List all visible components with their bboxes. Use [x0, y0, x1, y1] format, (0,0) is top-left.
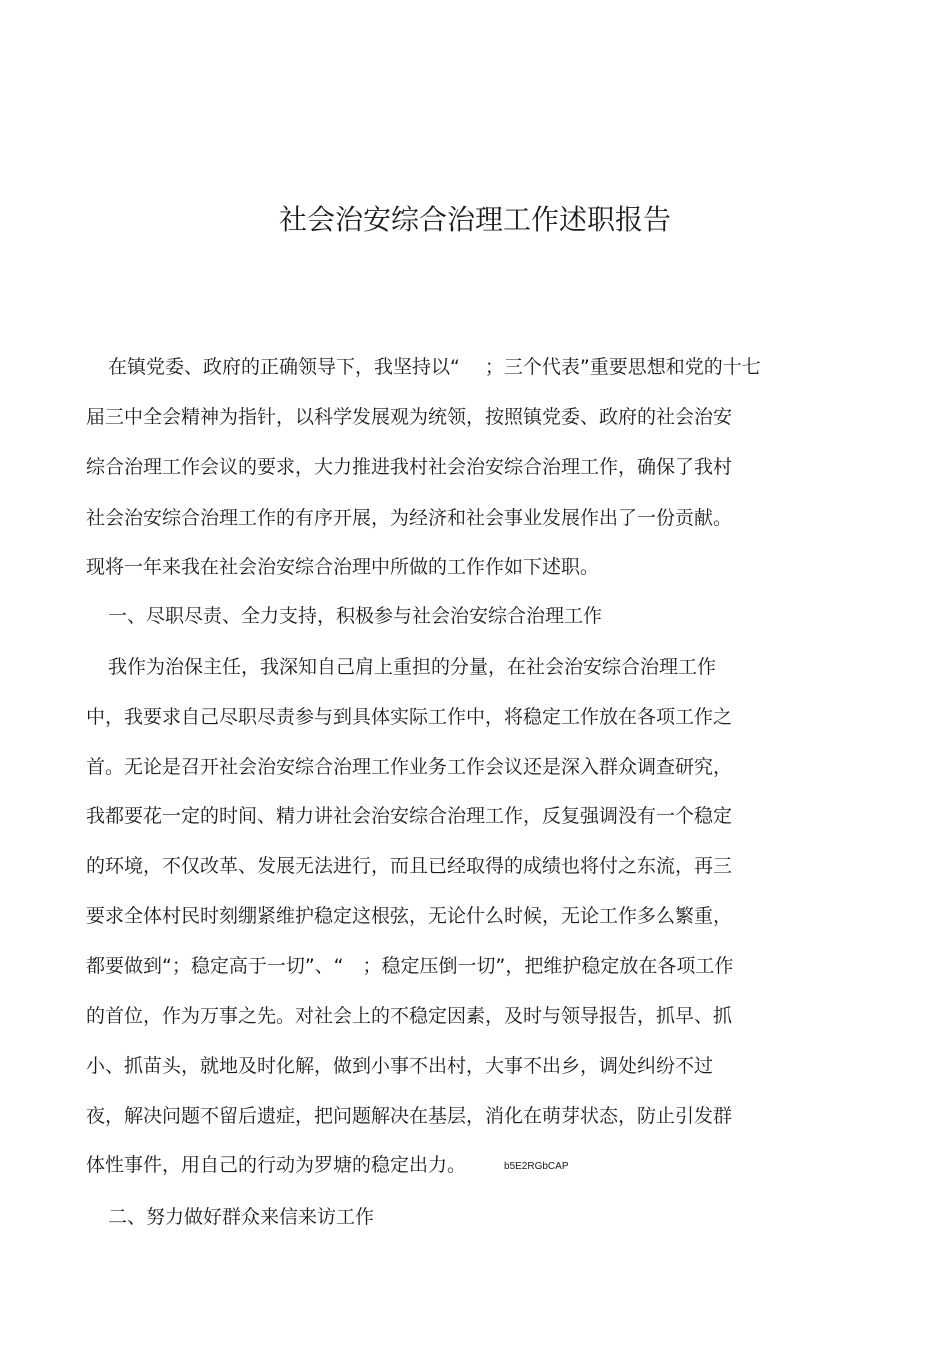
paragraph-line: 小、抓苗头，就地及时化解，做到小事不出村，大事不出乡，调处纠纷不过 [86, 1055, 714, 1077]
paragraph-line: 我都要花一定的时间、精力讲社会治安综合治理工作，反复强调没有一个稳定 [86, 805, 733, 827]
paragraph-line-last [86, 1153, 569, 1179]
paragraph-line: 在镇党委、政府的正确领导下，我坚持以“ ；三个代表”重要思想和党的十七 [108, 356, 761, 378]
section-heading: 二、努力做好群众来信来访工作 [108, 1206, 375, 1228]
paragraph-line: 夜，解决问题不留后遗症，把问题解决在基层，消化在萌芽状态，防止引发群 [86, 1105, 733, 1127]
paragraph-line: 综合治理工作会议的要求，大力推进我村社会治安综合治理工作，确保了我村 [86, 456, 733, 478]
paragraph-line: 都要做到“；稳定高于一切”、“ ；稳定压倒一切”，把维护稳定放在各项工作 [86, 955, 734, 977]
code-note: b5E2RGbCAP [504, 1161, 569, 1172]
document-title: 社会治安综合治理工作述职报告 [278, 203, 671, 236]
paragraph-line: 中，我要求自己尽职尽责参与到具体实际工作中，将稳定工作放在各项工作之 [86, 706, 733, 728]
paragraph-line: 的首位，作为万事之先。对社会上的不稳定因素，及时与领导报告，抓早、抓 [86, 1005, 733, 1027]
paragraph-line: 的环境，不仅改革、发展无法进行，而且已经取得的成绩也将付之东流，再三 [86, 855, 733, 877]
paragraph-text: 体性事件，用自己的行动为罗塘的稳定出力。 [86, 1154, 467, 1176]
paragraph-line: 社会治安综合治理工作的有序开展，为经济和社会事业发展作出了一份贡献。 [86, 507, 733, 529]
section-heading: 一、尽职尽责、全力支持，积极参与社会治安综合治理工作 [108, 605, 603, 627]
paragraph-line: 要求全体村民时刻绷紧维护稳定这根弦，无论什么时候，无论工作多么繁重， [86, 905, 733, 927]
paragraph-line: 届三中全会精神为指针，以科学发展观为统领，按照镇党委、政府的社会治安 [86, 406, 733, 428]
paragraph-line: 我作为治保主任，我深知自己肩上重担的分量，在社会治安综合治理工作 [108, 656, 717, 678]
paragraph-line: 首。无论是召开社会治安综合治理工作业务工作会议还是深入群众调查研究， [86, 756, 733, 778]
paragraph-line: 现将一年来我在社会治安综合治理中所做的工作作如下述职。 [86, 556, 600, 578]
